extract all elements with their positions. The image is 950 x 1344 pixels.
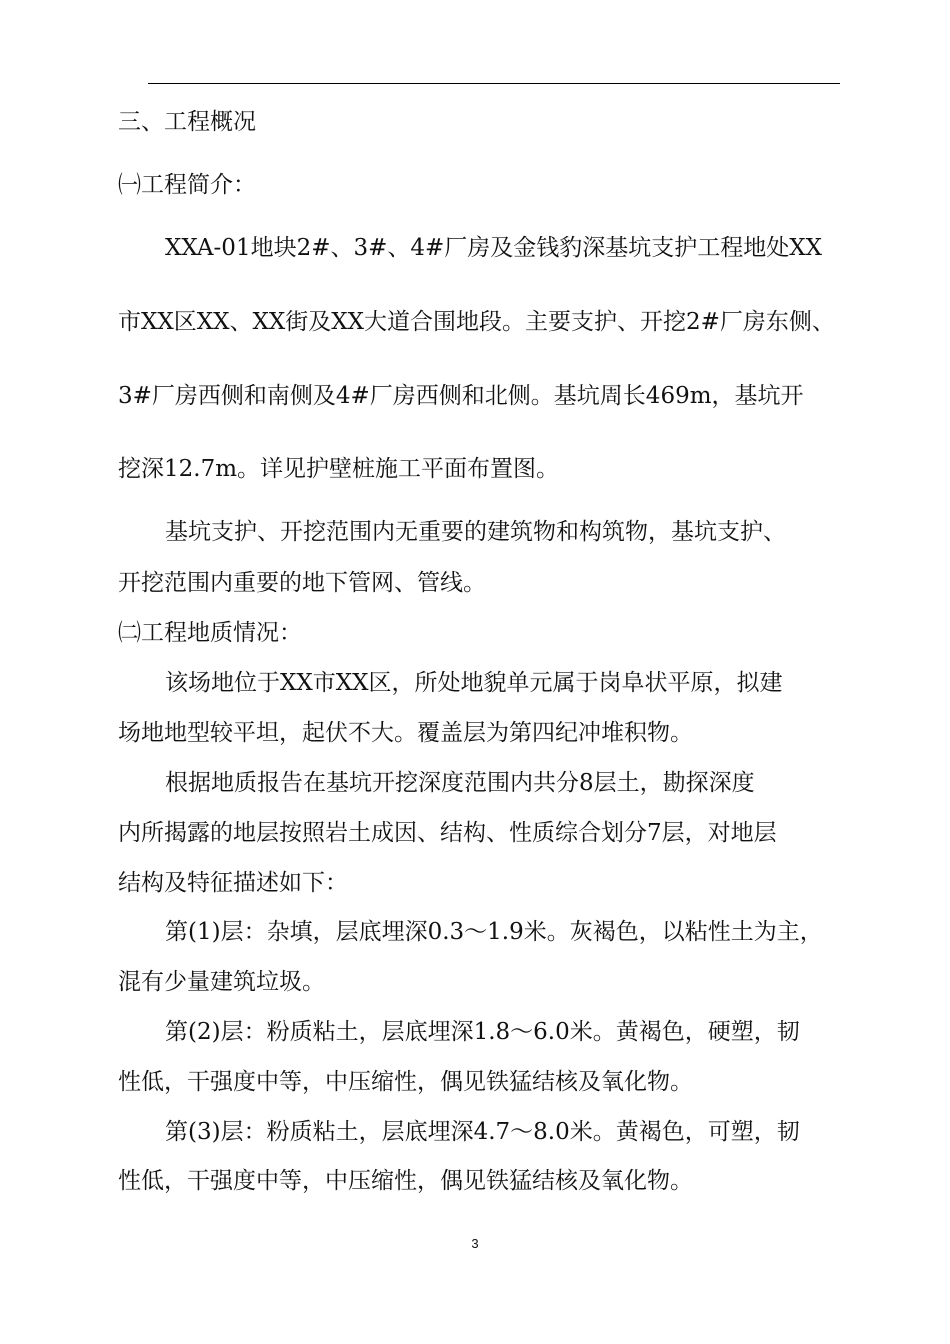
page-number: 3	[471, 1236, 479, 1251]
text-line: 结构及特征描述如下：	[118, 870, 348, 896]
text-line: 该场地位于XX市XX区，所处地貌单元属于岗阜状平原，拟建	[165, 670, 783, 696]
layer-description-line: 第(3)层：粉质粘土，层底埋深4.7～8.0米。黄褐色，可塑，韧	[165, 1119, 800, 1145]
subsection-title-geology: ㈡工程地质情况：	[118, 620, 302, 646]
text-line: 市XX区XX、XX街及XX大道合围地段。主要支护、开挖2#厂房东侧、	[118, 309, 835, 335]
text-line: 场地地型较平坦，起伏不大。覆盖层为第四纪冲堆积物。	[118, 720, 693, 746]
layer-description-line: 性低，干强度中等，中压缩性，偶见铁猛结核及氧化物。	[118, 1069, 693, 1095]
layer-description-line: 性低，干强度中等，中压缩性，偶见铁猛结核及氧化物。	[118, 1168, 693, 1194]
header-rule	[148, 83, 840, 84]
layer-description-line: 混有少量建筑垃圾。	[118, 969, 325, 995]
text-line: 挖深12.7m。详见护壁桩施工平面布置图。	[118, 456, 560, 482]
text-line: 根据地质报告在基坑开挖深度范围内共分8层土，勘探深度	[165, 770, 755, 796]
text-line: 内所揭露的地层按照岩土成因、结构、性质综合划分7层，对地层	[118, 820, 777, 846]
text-line: XXA-01地块2#、3#、4#厂房及金钱豹深基坑支护工程地处XX	[165, 235, 823, 261]
subsection-title-intro: ㈠工程简介：	[118, 172, 256, 198]
layer-description-line: 第(1)层：杂填，层底埋深0.3～1.9米。灰褐色，以粘性土为主，	[165, 919, 823, 945]
text-line: 3#厂房西侧和南侧及4#厂房西侧和北侧。基坑周长469m，基坑开	[118, 383, 804, 409]
text-line: 开挖范围内重要的地下管网、管线。	[118, 570, 486, 596]
section-title: 三、工程概况	[118, 109, 256, 135]
text-line: 基坑支护、开挖范围内无重要的建筑物和构筑物，基坑支护、	[165, 519, 786, 545]
layer-description-line: 第(2)层：粉质粘土，层底埋深1.8～6.0米。黄褐色，硬塑，韧	[165, 1019, 800, 1045]
